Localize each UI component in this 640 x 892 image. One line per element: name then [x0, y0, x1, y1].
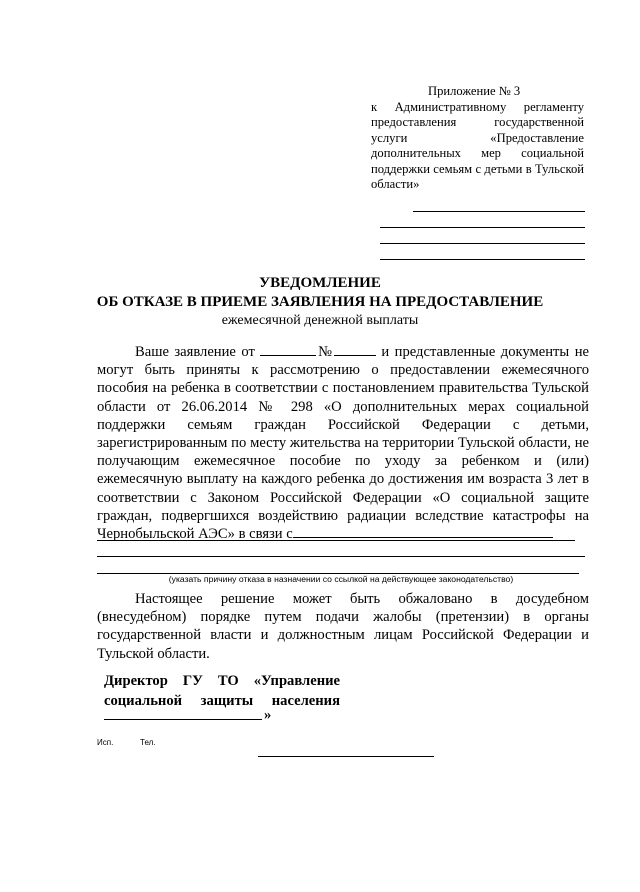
addressee-line	[380, 227, 585, 228]
reason-line	[97, 540, 575, 541]
signature-line	[104, 719, 262, 720]
document-title	[0, 274, 640, 330]
title-line-1: УВЕДОМЛЕНИЕ	[259, 275, 381, 291]
addressee-line	[413, 211, 585, 212]
reason-line	[97, 556, 585, 557]
director-signature-block: Директор ГУ ТО «Управление социальной защиты населения	[104, 673, 340, 709]
appendix-title: Приложение № 3	[428, 84, 521, 98]
body-rest: и представленные документы не могут быть приняты к рассмотрению о предоставлении ежемесячного пособия на ребенка в соответствии с постановлением правительства Тульской области от 26.06.2014 № 298 «О дополнительных мерах социальной поддержки семьям граждан Российской Федерации с детьми, зарегистрированным по месту жительства на территории Тульской области, не получающим ежемесячное пособие по уходу за ребенком и (или) ежемесячную выплату на каждого ребенка до достижения им возраста 3 лет в соответствии с Законом Российской Федерации «О социальной защите граждан, подвергшихся воздействию радиации вследствие катастрофы на Чернобыльской АЭС» в связи с	[97, 344, 589, 543]
footer-line	[258, 756, 434, 757]
appeal-text: Настоящее решение может быть обжаловано в досудебном (внесудебном) порядке путем подачи жалобы (претензии) в органы государственной власти и должностным лицам Российской Федерации и Тульской области.	[97, 591, 589, 662]
phone-label: Тел.	[140, 738, 156, 747]
number-sign: №	[316, 344, 334, 360]
appeal-paragraph	[97, 590, 589, 663]
appendix-body: к Административному регламенту предоставления государственной услуги «Предоставление дополнительных мер социальной поддержки семьям с детьми в Тульской области»	[371, 99, 584, 191]
addressee-line	[380, 243, 585, 244]
reason-hint: (указать причину отказа в назначении со ссылкой на действующее законодательство)	[168, 574, 514, 584]
body-start: Ваше заявление от	[135, 344, 255, 360]
notice-body	[97, 343, 589, 543]
closing-quote: »	[264, 707, 272, 723]
number-blank	[334, 343, 376, 356]
title-line-2: ОБ ОТКАЗЕ В ПРИЕМЕ ЗАЯВЛЕНИЯ НА ПРЕДОСТАВЛЕНИЕ	[96, 294, 544, 310]
title-line-3: ежемесячной денежной выплаты	[221, 313, 419, 328]
date-blank	[260, 343, 316, 356]
executor-label: Исп.	[97, 738, 114, 747]
addressee-line	[380, 259, 585, 260]
appendix-block	[371, 84, 584, 193]
reason-blank	[293, 525, 553, 538]
